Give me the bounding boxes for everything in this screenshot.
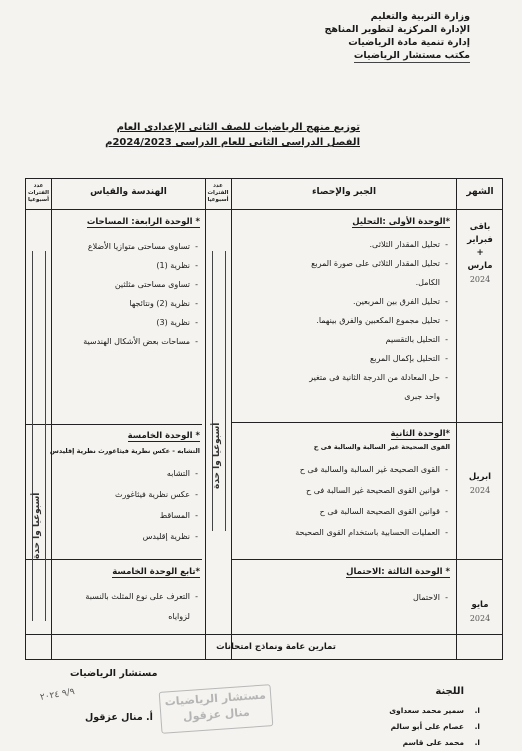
committee-member: ا. محمد على قاسم bbox=[264, 735, 464, 751]
unit-title-text: * الوحدة الخامسة bbox=[127, 431, 200, 441]
title-line: الفصل الدراسى الثانى للعام الدراسى 2024/2023م bbox=[105, 137, 360, 148]
list-item: - تساوى مساحتى مثلثين bbox=[83, 275, 190, 294]
month-year: 2024 bbox=[469, 614, 491, 623]
list-item: - تحليل المقدار الثلاثى على صورة المربع bbox=[309, 254, 440, 273]
list-item: - نظرية (2) ونتائجها bbox=[83, 294, 190, 313]
list-item: واحد جبرى bbox=[404, 392, 440, 401]
month-label: ابريل bbox=[468, 472, 492, 482]
unit-title-text: * الوحدة الثالثة :الاحتمال bbox=[346, 567, 450, 577]
list-item: - قوانين القوى الصحيحة السالبة فى ح bbox=[295, 501, 440, 522]
list-item: - تحليل الفرق بين المربعين. bbox=[309, 292, 440, 311]
unit-title bbox=[112, 567, 200, 577]
list-item: - مساحات بعض الأشكال الهندسية bbox=[83, 332, 190, 351]
committee-title: اللجنة bbox=[435, 686, 464, 697]
unit-subtitle: التشابه - عكس نظرية فيثاغورث نظرية إقليدس bbox=[49, 447, 200, 455]
ministry-line: إدارة تنمية مادة الرياضيات bbox=[348, 37, 470, 48]
column-divider bbox=[456, 179, 457, 659]
official-stamp bbox=[159, 684, 274, 734]
ministry-line: مكتب مستشار الرياضيات bbox=[353, 50, 470, 61]
month-label: مايو bbox=[471, 600, 489, 610]
list-item: - التحليل بإكمال المربع bbox=[309, 349, 440, 368]
list-item: - قوانين القوى الصحيحة غير السالبة فى ح bbox=[295, 480, 440, 501]
month-april bbox=[458, 471, 502, 497]
list-item: - عكس نظرية فيثاغورث bbox=[115, 484, 190, 505]
list-item: لزواياه bbox=[168, 612, 190, 621]
header-geometry: الهندسة والقياس bbox=[90, 187, 167, 197]
list-item: - تساوى مساحتى متوازيا الأضلاع bbox=[83, 237, 190, 256]
unit-list bbox=[115, 463, 190, 547]
header-weeks: عدد الفترات أسبوعيا bbox=[207, 183, 229, 203]
month-label: فبراير bbox=[467, 235, 493, 245]
weekly-band-label: أسبوعيا وا حدة bbox=[32, 492, 42, 559]
unit-title-text: *الوحدة الأولى :التحليل bbox=[352, 217, 450, 227]
list-item: - القوى الصحيحة غير السالبة والسالبة فى ح bbox=[295, 459, 440, 480]
row-divider bbox=[231, 422, 502, 423]
list-item: - العمليات الحسابية باستخدام القوى الصحيحة bbox=[295, 522, 440, 543]
unit-title bbox=[346, 567, 450, 577]
month-may bbox=[458, 599, 502, 625]
month-feb-mar bbox=[458, 221, 502, 286]
list-item: - نظرية إقليدس bbox=[115, 526, 190, 547]
list-item: - المساقط bbox=[115, 505, 190, 526]
list-item: - التحليل بالتقسيم bbox=[309, 330, 440, 349]
committee-member: ا. عصام على أبو سالم bbox=[264, 719, 464, 735]
weekly-band-label: أسبوعيا وا حدة bbox=[212, 422, 222, 489]
handwritten-date: ٩/٩ ٢٠٢٤ bbox=[39, 687, 76, 703]
signer-role: مستشار الرياضيات bbox=[70, 668, 158, 679]
signer-name: أ. منال عزقول bbox=[85, 712, 153, 723]
ministry-line: الإدارة المركزية لتطوير المناهج bbox=[324, 24, 470, 35]
column-divider bbox=[51, 179, 52, 659]
row-divider bbox=[26, 209, 502, 210]
ministry-line: وزارة التربية والتعليم bbox=[370, 11, 470, 22]
list-item: - التشابه bbox=[115, 463, 190, 484]
list-item: - تحليل مجموع المكعبين والفرق بينهما. bbox=[309, 311, 440, 330]
list-item: - نظرية (3) bbox=[83, 313, 190, 332]
unit-title bbox=[391, 429, 450, 439]
curriculum-table bbox=[25, 178, 503, 660]
column-divider bbox=[205, 179, 206, 659]
header-algebra: الجبر والإحصاء bbox=[311, 187, 377, 197]
footer-note: تمارين عامة ونماذج امتحانات bbox=[216, 642, 336, 652]
unit-title bbox=[352, 217, 450, 227]
unit-list bbox=[309, 235, 440, 406]
unit-title-text: *الوحدة الثانية bbox=[390, 429, 450, 439]
list-item: - حل المعادلة من الدرجة الثانية فى متغير bbox=[309, 368, 440, 387]
list-item: - الاحتمال bbox=[413, 589, 440, 607]
month-year: 2024 bbox=[469, 486, 491, 495]
header-month: الشهر bbox=[466, 187, 494, 197]
row-divider bbox=[26, 559, 202, 560]
unit-list bbox=[85, 587, 190, 627]
month-year: 2024 bbox=[469, 275, 491, 284]
header-weeks: عدد الفترات أسبوعيا bbox=[27, 183, 50, 203]
stamp-text: منال عزقول bbox=[182, 705, 251, 724]
list-item: - تحليل المقدار الثلاثى. bbox=[309, 235, 440, 254]
unit-list bbox=[413, 589, 440, 607]
month-label: + bbox=[476, 248, 484, 258]
document-title bbox=[105, 120, 360, 150]
title-line: توزيع منهج الرياضيات للصف الثانى الإعدادى العام bbox=[116, 122, 360, 133]
month-label: باقى bbox=[469, 222, 491, 232]
unit-title bbox=[87, 217, 200, 227]
unit-list bbox=[83, 237, 190, 351]
row-divider bbox=[26, 634, 502, 635]
list-item: الكامل. bbox=[415, 278, 440, 287]
list-item: - نظرية (1) bbox=[83, 256, 190, 275]
month-label: مارس bbox=[467, 261, 493, 271]
row-divider bbox=[26, 424, 202, 425]
unit-title bbox=[128, 431, 200, 441]
unit-title-text: *تابع الوحدة الخامسة bbox=[112, 567, 200, 577]
committee-member: ا. سمير محمد سعداوى bbox=[264, 703, 464, 719]
unit-list bbox=[295, 459, 440, 543]
list-item: - التعرف على نوع المثلث بالنسبة bbox=[85, 587, 190, 607]
committee bbox=[264, 686, 464, 751]
unit-title-text: * الوحدة الرابعة: المساحات bbox=[86, 217, 200, 227]
unit-subtitle: القوى الصحيحة غير السالبة والسالبة فى ح bbox=[313, 443, 450, 451]
column-divider bbox=[231, 179, 232, 659]
row-divider bbox=[231, 559, 502, 560]
stamp-text: مستشار الرياضيات bbox=[164, 688, 267, 709]
ministry-header bbox=[300, 10, 470, 63]
